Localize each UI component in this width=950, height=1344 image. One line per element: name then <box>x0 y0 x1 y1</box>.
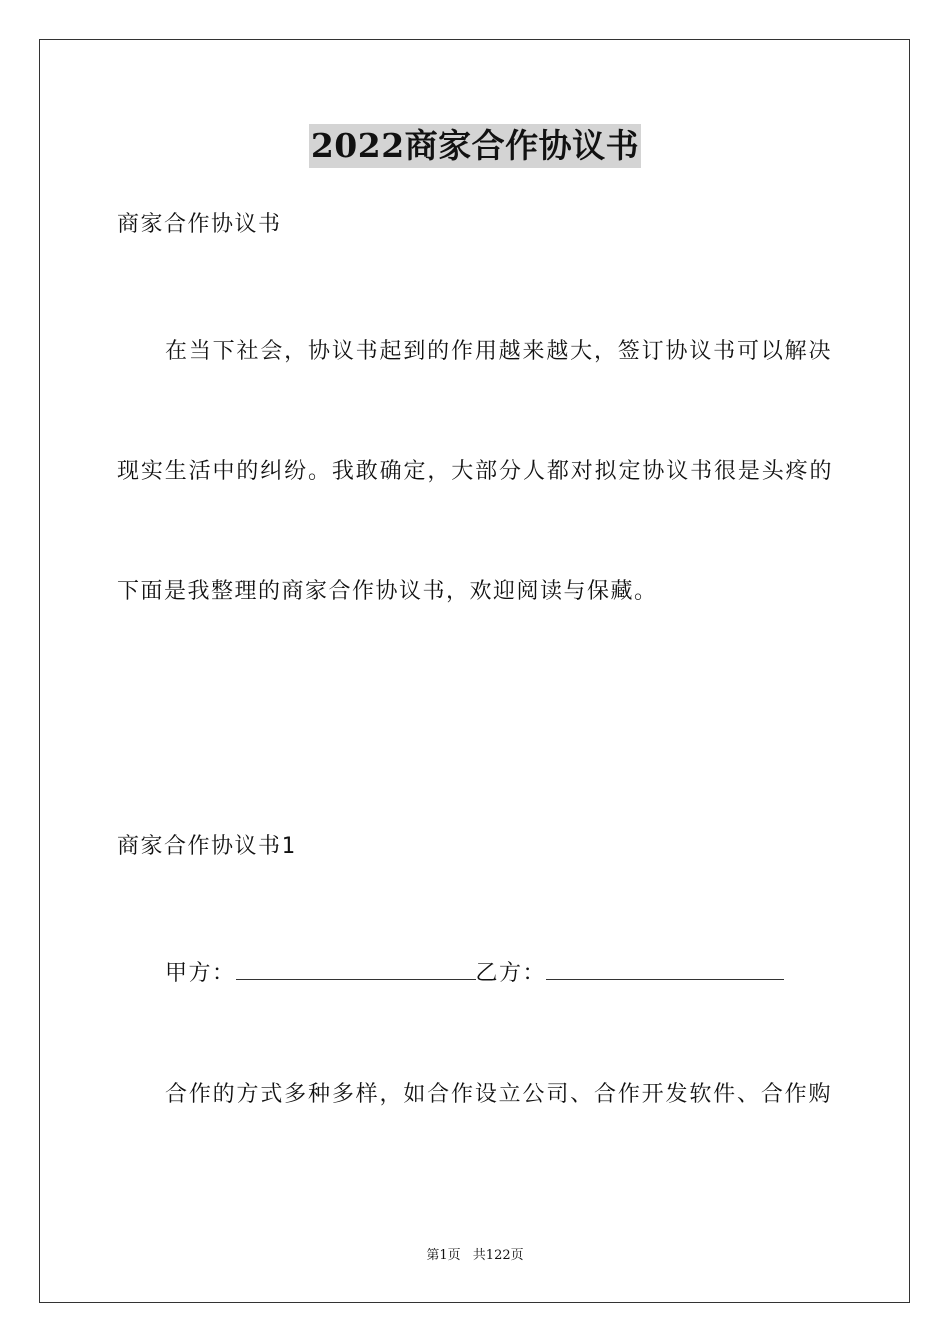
section-heading: 商家合作协议书1 <box>117 834 297 859</box>
page-total: 共122页 <box>472 1248 524 1263</box>
parties-line <box>165 957 784 989</box>
party-a-blank <box>236 957 476 980</box>
page-number: 第1页 <box>426 1248 461 1263</box>
party-b-blank <box>546 957 784 980</box>
party-b-label: 乙方： <box>475 961 547 986</box>
intro-line-3: 下面是我整理的商家合作协议书，欢迎阅读与保藏。 <box>117 579 658 604</box>
intro-line-2: 现实生活中的纠纷。我敢确定，大部分人都对拟定协议书很是头疼的 <box>117 459 833 484</box>
party-a-label: 甲方： <box>165 961 236 986</box>
body-line: 合作的方式多种多样，如合作设立公司、合作开发软件、合作购 <box>165 1082 832 1107</box>
title-container <box>0 124 950 168</box>
intro-line-1: 在当下社会，协议书起到的作用越来越大，签订协议书可以解决 <box>165 339 832 364</box>
document-subtitle: 商家合作协议书 <box>117 212 282 237</box>
document-title: 2022商家合作协议书 <box>309 124 641 168</box>
page-footer <box>0 1247 950 1265</box>
